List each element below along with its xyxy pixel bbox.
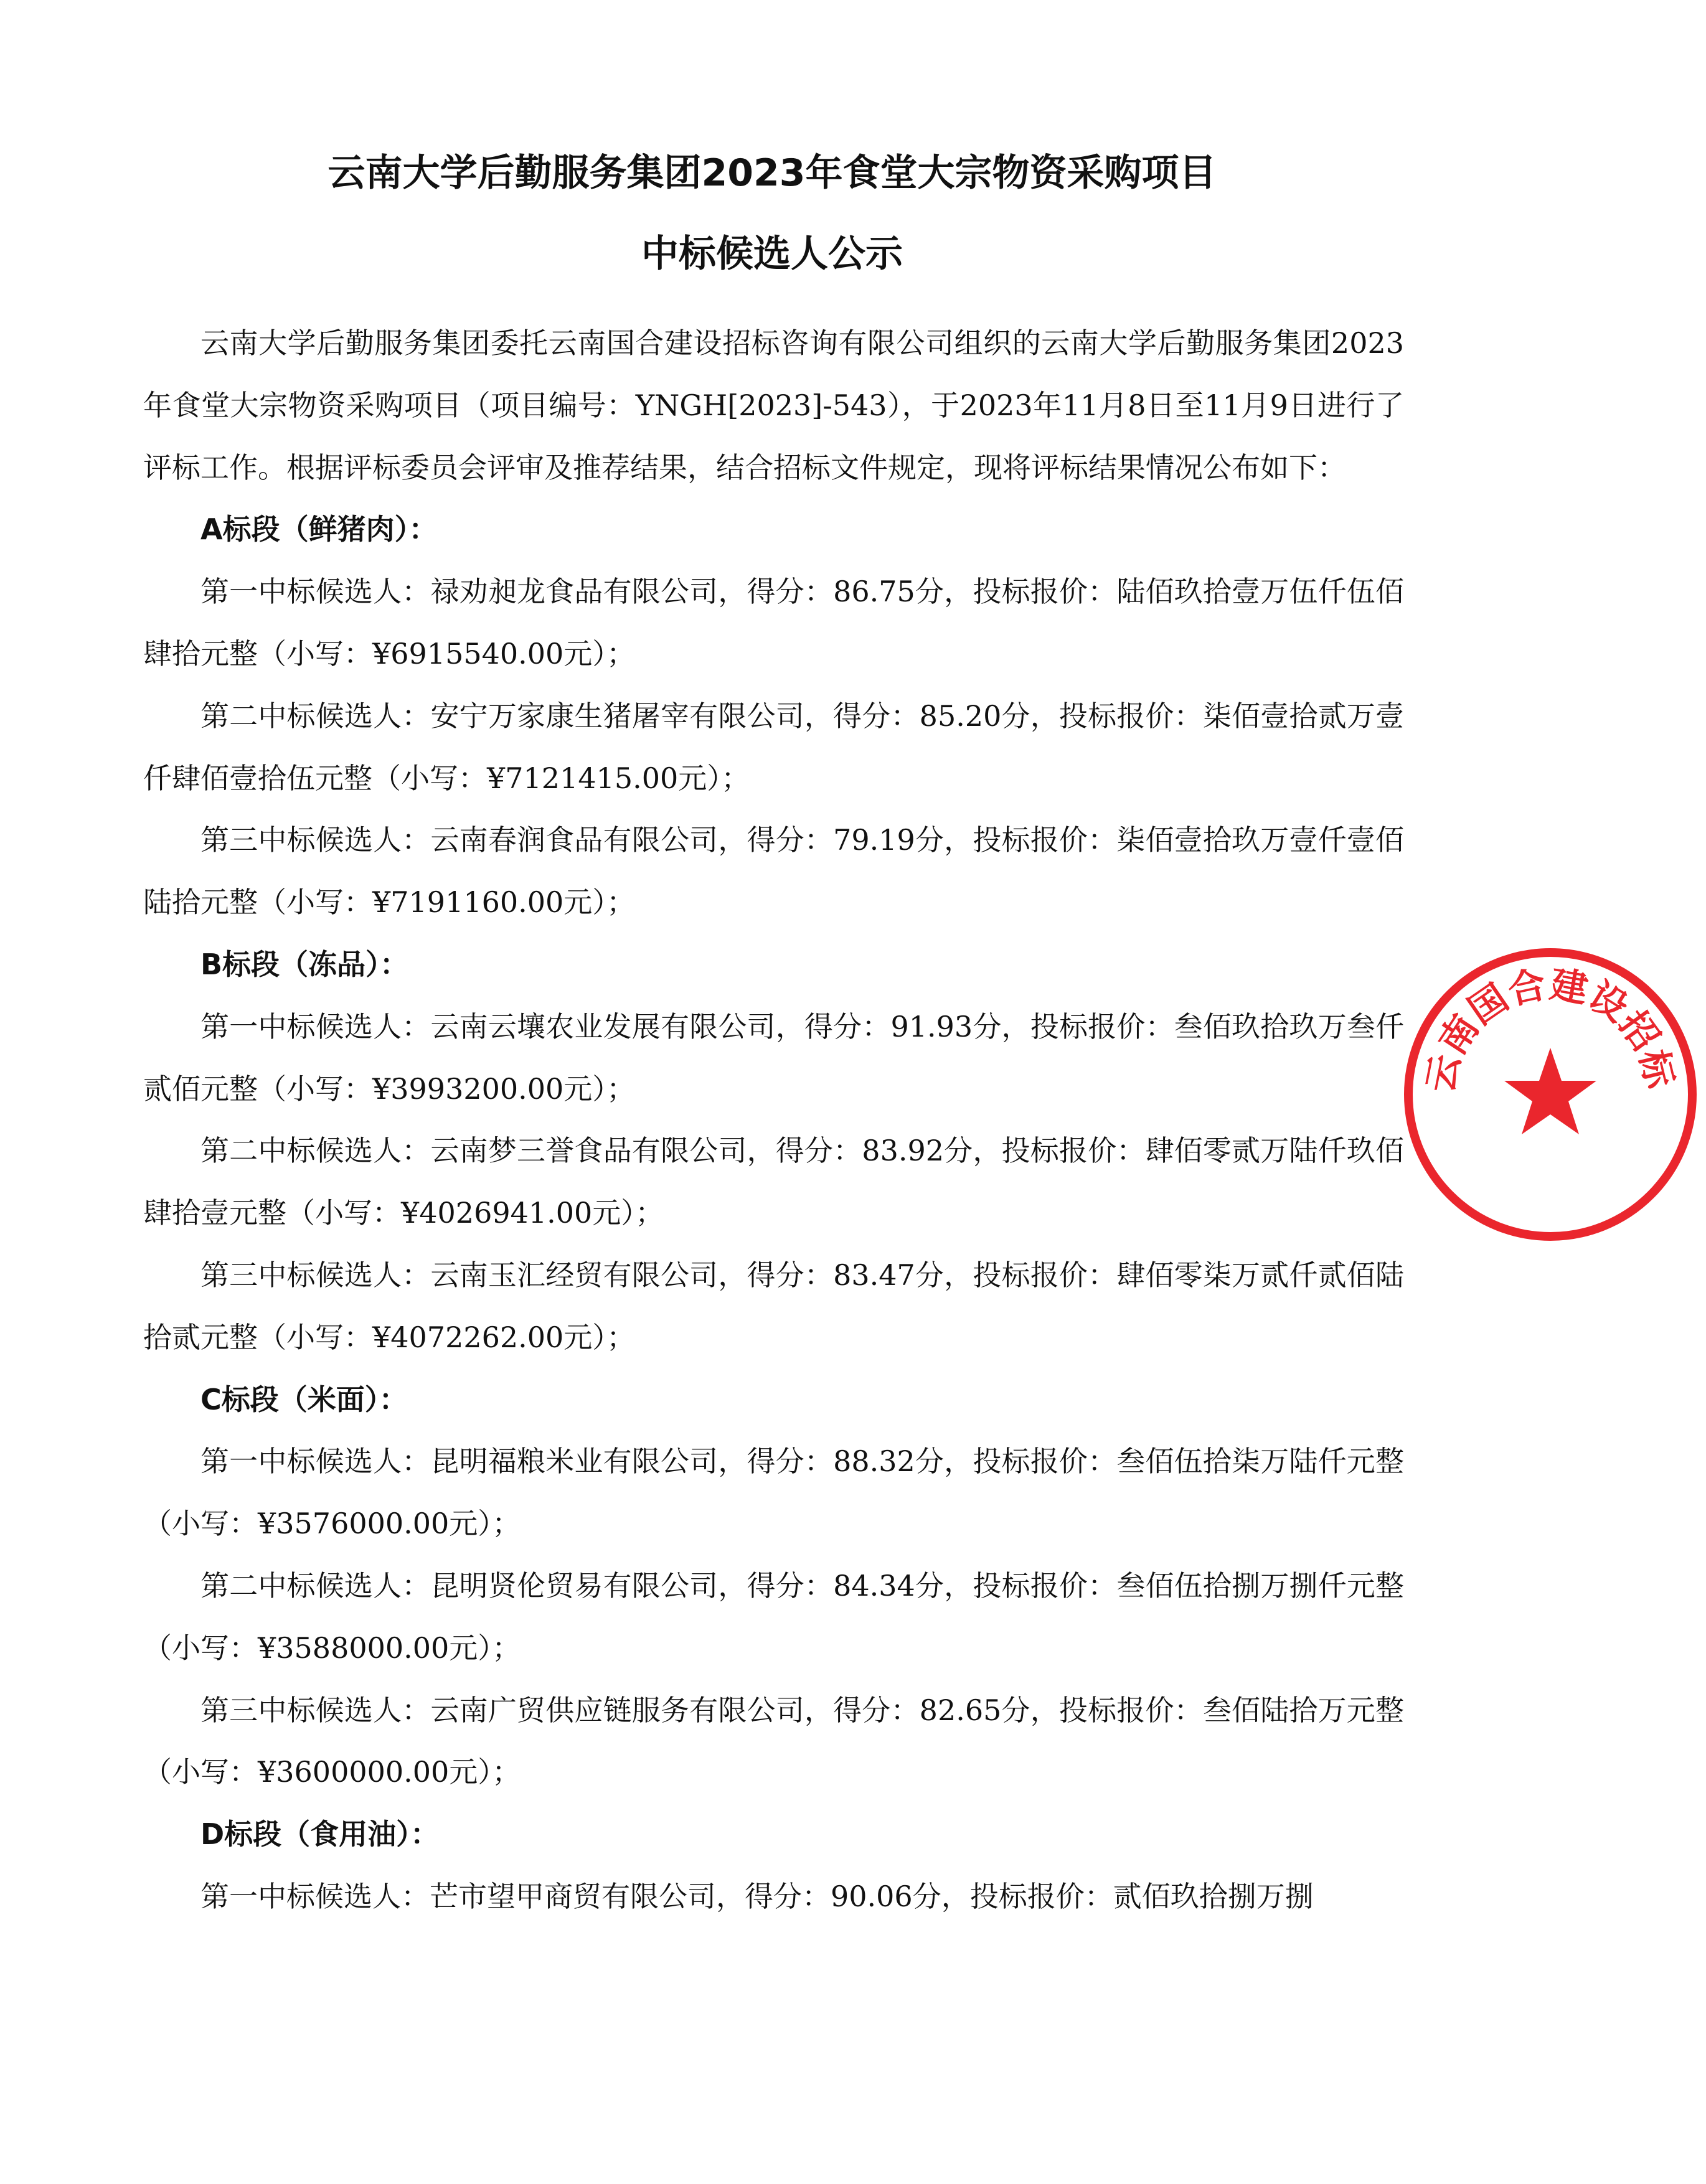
company-seal-stamp	[1395, 939, 1706, 1250]
lot-c-candidate-1: 第一中标候选人：昆明福粮米业有限公司，得分：88.32分，投标报价：叁佰伍拾柒万陆仟元整（小写：¥3576000.00元）；	[143, 1444, 1404, 1541]
lot-b-candidate-2: 第二中标候选人：云南梦三誉食品有限公司，得分：83.92分，投标报价：肆佰零贰万陆仟玖佰肆拾壹元整（小写：¥4026941.00元）；	[143, 1134, 1404, 1230]
lot-d-heading: D标段（食用油）：	[200, 1817, 440, 1852]
seal-star-icon	[1504, 1048, 1596, 1134]
document-subtitle: 中标候选人公示	[641, 232, 903, 276]
seal-text: 云南国合建设招标	[1418, 962, 1682, 1096]
lot-c-candidate-3: 第三中标候选人：云南广贸供应链服务有限公司，得分：82.65分，投标报价：叁佰陆拾万元整（小写：¥3600000.00元）；	[143, 1693, 1404, 1789]
lot-a-heading: A标段（鲜猪肉）：	[200, 512, 438, 547]
lot-b-candidate-1: 第一中标候选人：云南云壤农业发展有限公司，得分：91.93分，投标报价：叁佰玖拾玖万叁仟贰佰元整（小写：¥3993200.00元）；	[143, 1009, 1404, 1106]
lot-c-candidate-2: 第二中标候选人：昆明贤伦贸易有限公司，得分：84.34分，投标报价：叁佰伍拾捌万捌仟元整（小写：¥3588000.00元）；	[143, 1568, 1404, 1665]
document-body	[143, 313, 1404, 1928]
lot-a-candidate-2: 第二中标候选人：安宁万家康生猪屠宰有限公司，得分：85.20分，投标报价：柒佰壹拾贰万壹仟肆佰壹拾伍元整（小写：¥7121415.00元）；	[143, 699, 1404, 795]
document-title: 云南大学后勤服务集团2023年食堂大宗物资采购项目	[328, 151, 1217, 195]
lot-a-candidate-1: 第一中标候选人：禄劝昶龙食品有限公司，得分：86.75分，投标报价：陆佰玖拾壹万伍仟伍佰肆拾元整（小写：¥6915540.00元）；	[143, 575, 1404, 671]
lot-a-candidate-3: 第三中标候选人：云南春润食品有限公司，得分：79.19分，投标报价：柒佰壹拾玖万壹仟壹佰陆拾元整（小写：¥7191160.00元）；	[143, 823, 1404, 920]
lot-b-candidate-3: 第三中标候选人：云南玉汇经贸有限公司，得分：83.47分，投标报价：肆佰零柒万贰仟贰佰陆拾贰元整（小写：¥4072262.00元）；	[143, 1258, 1404, 1354]
lot-c-heading: C标段（米面）：	[200, 1382, 408, 1416]
lot-d-candidate-1: 第一中标候选人：芒市望甲商贸有限公司，得分：90.06分，投标报价：贰佰玖拾捌万捌	[200, 1879, 1314, 1913]
lot-b-heading: B标段（冻品）：	[200, 947, 409, 981]
intro-paragraph: 云南大学后勤服务集团委托云南国合建设招标咨询有限公司组织的云南大学后勤服务集团2023年食堂大宗物资采购项目（项目编号：YNGH[2023]-543），于2023年11月8日至11月9日进行了评标工作。根据评标委员会评审及推荐结果，结合招标文件规定，现将评标结果情况公布如下：	[143, 326, 1404, 484]
